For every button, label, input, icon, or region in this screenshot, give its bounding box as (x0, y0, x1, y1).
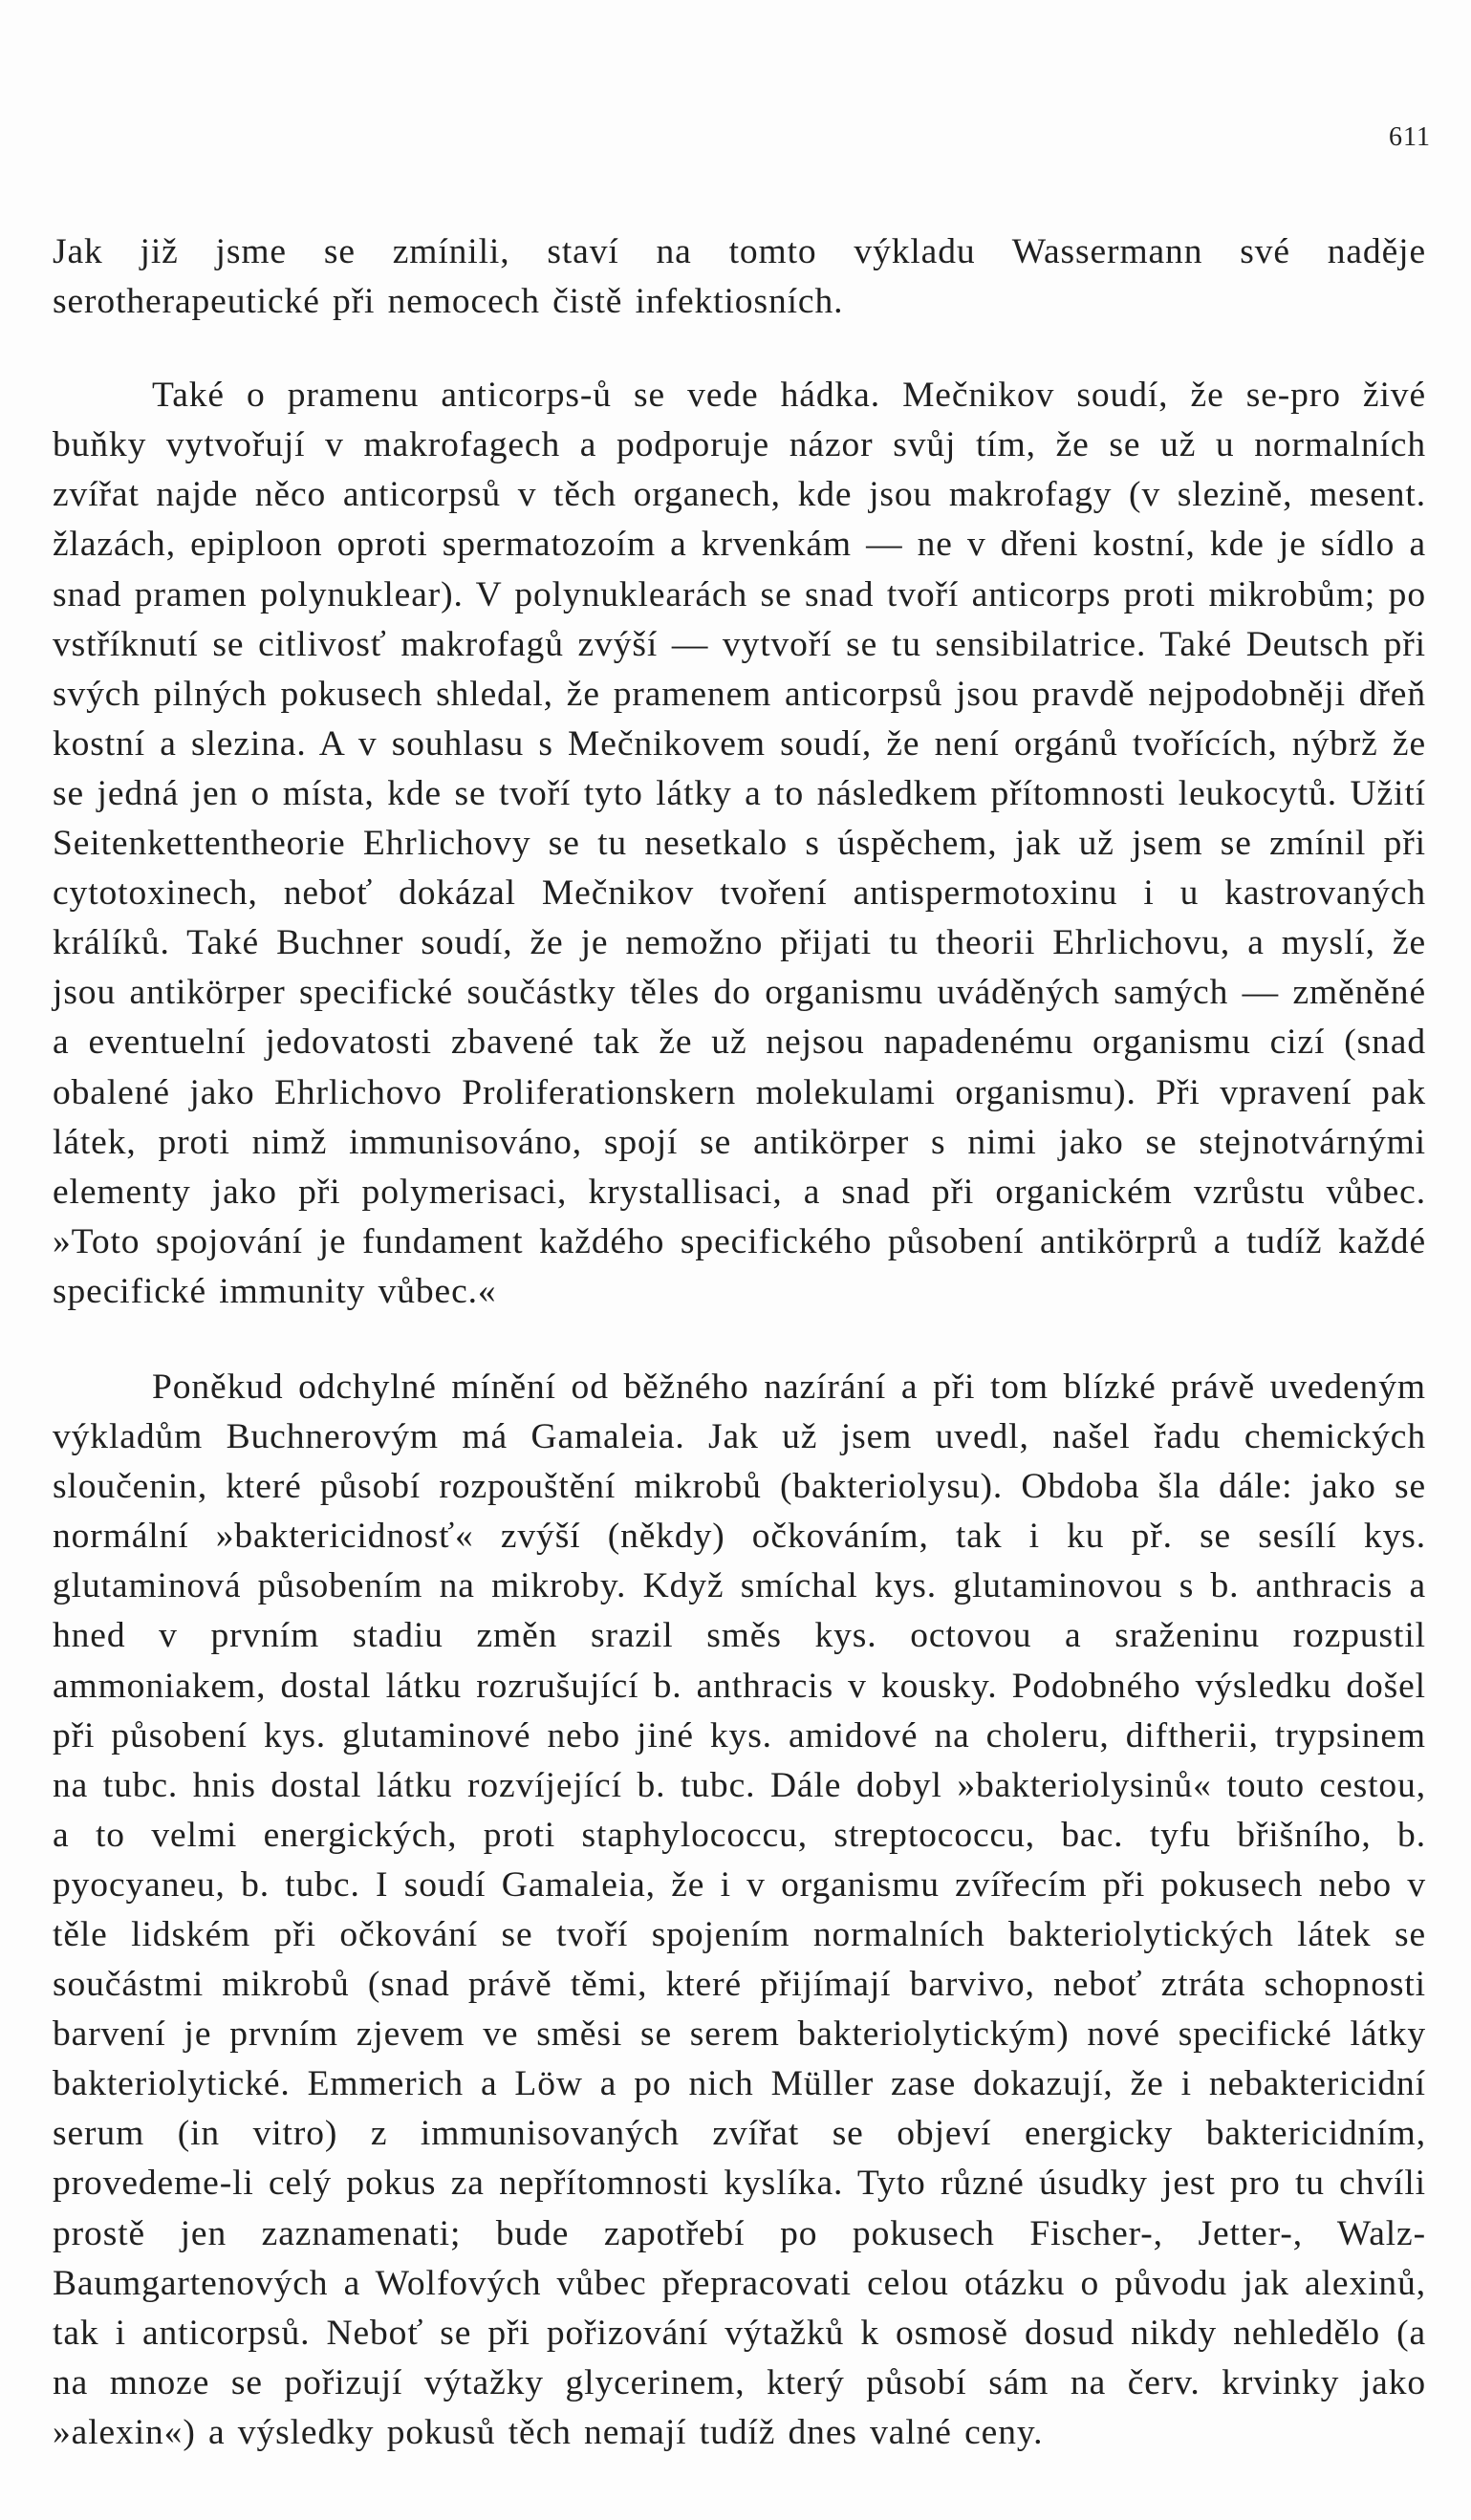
paragraph-2: Také o pramenu anticorps-ů se vede hádka. Mečnikov soudí, že se-pro živé buňky vytvořují v makrofagech a podporuje názor svůj tím, že se už u normalních zvířat najde něco anticorpsů v těch organech, kde jsou makrofagy (v slezině, mesent. žlazách, epiploon oproti spermatozoím a krvenkám — ne v dřeni kostní, kde je sídlo a snad pramen polynuklear). V polynuklearách se snad tvoří anticorps proti mikrobům; po vstříknutí se citlivosť makrofagů zvýší — vytvoří se tu sensibilatrice. Také Deutsch při svých pilných pokusech shledal, že pramenem anticorpsů jsou pravdě nejpodobněji dřeň kostní a slezina. A v souhlasu s Mečnikovem soudí, že není orgánů tvořících, nýbrž že se jedná jen o místa, kde se tvoří tyto látky a to následkem přítomnosti leukocytů. Užití Seitenkettentheorie Ehrlichovy se tu nesetkalo s úspěchem, jak už jsem se zmínil při cytotoxinech, neboť dokázal Mečnikov tvoření antispermotoxinu i u kastrovaných králíků. Také Buchner soudí, že je nemožno přijati tu theorii Ehrlichovu, a myslí, že jsou antikörper specifické součástky těles do organismu uváděných samých — změněné a eventuelní jedovatosti zbavené tak že už nejsou napadenému organismu cizí (snad obalené jako Ehrlichovo Proliferationskern molekulami organismu). Při vpravení pak látek, proti nimž immunisováno, spojí se antikörper s nimi jako se stejnotvárnými elementy jako při polymerisaci, krystallisaci, a snad při organickém vzrůstu vůbec. »Toto spojování je fundament každého specifického působení antikörprů a tudíž každé specifické immunity vůbec.« (53, 376, 1426, 1311)
body-text (53, 227, 1426, 2458)
paragraph-1: Jak již jsme se zmínili, staví na tomto výkladu Wassermann své naděje serotherapeutické při nemocech čistě infektiosních. (53, 232, 1426, 322)
page-number: 611 (1389, 122, 1431, 152)
paragraph-3: Poněkud odchylné mínění od běžného nazírání a při tom blízké právě uvedeným výkladům Buchnerovým má Gamaleia. Jak už jsem uvedl, našel řadu chemických sloučenin, které působí rozpouštění mikrobů (bakteriolysu). Obdoba šla dále: jako se normální »baktericidnosť« zvýší (někdy) očkováním, tak i ku př. se sesílí kys. glutaminová působením na mikroby. Když smíchal kys. glutaminovou s b. anthracis a hned v prvním stadiu změn srazil směs kys. octovou a sraženinu rozpustil ammoniakem, dostal látku rozrušující b. anthracis v kousky. Podobného výsledku došel při působení kys. glutaminové nebo jiné kys. amidové na choleru, diftherii, trypsinem na tubc. hnis dostal látku rozvíjející b. tubc. Dále dobyl »bakteriolysinů« touto cestou, a to velmi energických, proti staphylococcu, streptococcu, bac. tyfu břišního, b. pyocyaneu, b. tubc. I soudí Gamaleia, že i v organismu zvířecím při pokusech nebo v těle lidském při očkování se tvoří spojením normalních bakteriolytických látek se součástmi mikrobů (snad právě těmi, které přijímají barvivo, neboť ztráta schopnosti barvení je prvním zjevem ve směsi se serem bakteriolytickým) nové specifické látky bakteriolytické. Emmerich a Löw a po nich Müller zase dokazují, že i nebaktericidní serum (in vitro) z immunisovaných zvířat se objeví energicky baktericidním, provedeme-li celý pokus za nepřítomnosti kyslíka. Tyto různé úsudky jest pro tu chvíli prostě jen zaznamenati; bude zapotřebí po pokusech Fischer-, Jetter-, Walz- Baumgartenových a Wolfových vůbec přepracovati celou otázku o původu jak alexinů, tak i anticorpsů. Neboť se při pořizování výtažků k osmosě dosud nikdy nehledělo (a na mnoze se pořizují výtažky glycerinem, který působí sám na červ. krvinky jako »alexin«) a výsledky pokusů těch nemají tudíž dnes valné ceny. (53, 1367, 1426, 2452)
